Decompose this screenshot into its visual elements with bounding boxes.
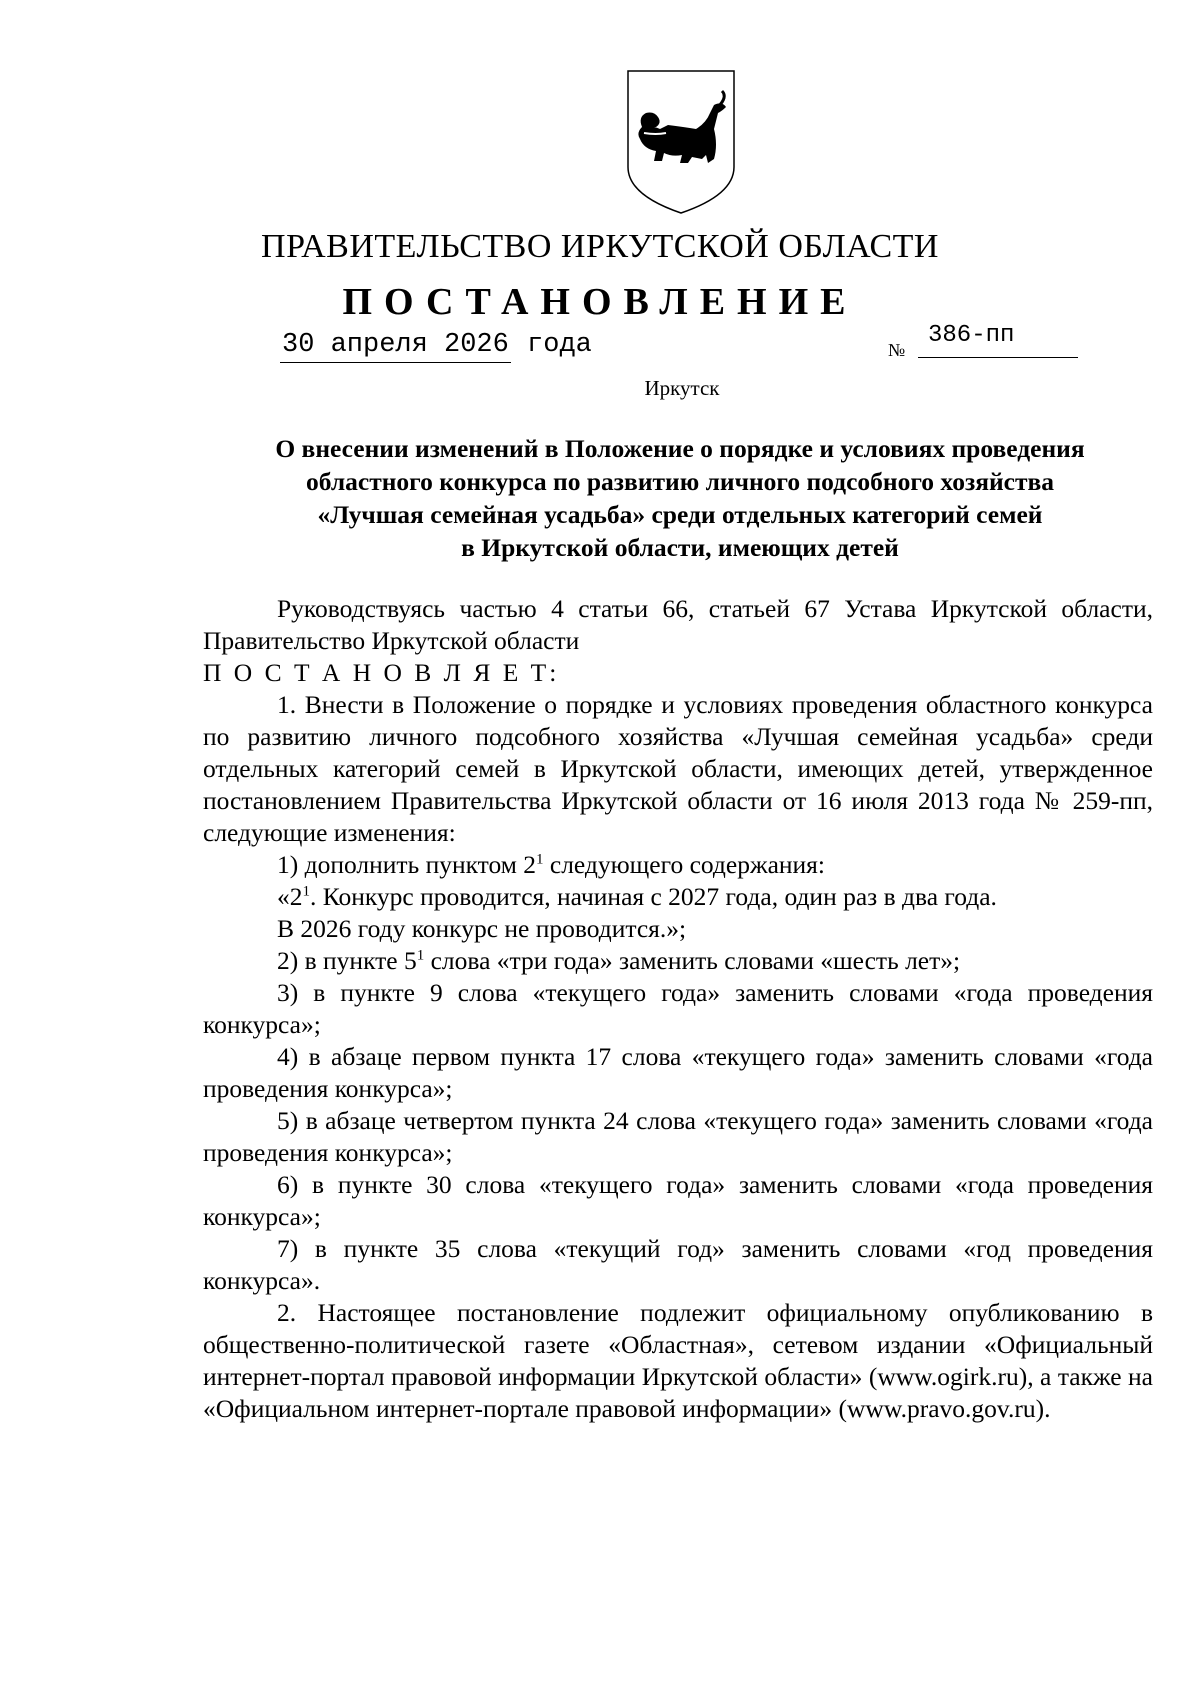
subject-line: в Иркутской области, имеющих детей xyxy=(461,533,899,562)
decree-number-value: 386-пп xyxy=(918,322,1078,358)
irkutsk-coat-of-arms-icon xyxy=(622,67,740,217)
text-fragment: «2 xyxy=(277,882,303,911)
decrees-heading: П О С Т А Н О В Л Я Е Т: xyxy=(203,658,560,687)
preamble-paragraph: Руководствуясь частью 4 статьи 66, статьей 67 Устава Иркутской области, Правительство Иркутской области xyxy=(203,594,1153,655)
quote-paragraph-2: В 2026 году конкурс не проводится.»; xyxy=(277,914,687,943)
superscript: 1 xyxy=(536,851,544,868)
subject-line: О внесении изменений в Положение о порядке и условиях проведения xyxy=(275,434,1085,463)
superscript: 1 xyxy=(416,947,425,964)
decree-subject xyxy=(200,432,1160,564)
decree-date xyxy=(280,330,592,363)
government-name: ПРАВИТЕЛЬСТВО ИРКУТСКОЙ ОБЛАСТИ xyxy=(261,228,939,265)
text-fragment: следующего содержания: xyxy=(543,850,825,879)
superscript: 1 xyxy=(302,883,310,900)
city-name: Иркутск xyxy=(644,376,720,400)
text-fragment: 1) дополнить пунктом 2 xyxy=(277,850,536,879)
decree-date-suffix: года xyxy=(527,330,592,360)
number-sign: № xyxy=(888,340,906,360)
decree-body xyxy=(203,593,1153,1425)
subitem-5-paragraph: 5) в абзаце четвертом пункта 24 слова «текущего года» заменить словами «года проведения конкурса»; xyxy=(203,1106,1153,1167)
subitem-2-paragraph xyxy=(203,945,1153,977)
decree-number xyxy=(888,322,1080,362)
decree-date-value: 30 апреля 2026 xyxy=(280,330,511,363)
item-1-paragraph: 1. Внести в Положение о порядке и условиях проведения областного конкурса по развитию личного подсобного хозяйства «Лучшая семейная усадьба» среди отдельных категорий семей в Иркутской области, имеющих детей, утвержденное постановлением Правительства Иркутской области от 16 июля 2013 года № 259-пп, следующие изменения: xyxy=(203,690,1153,847)
subitem-7-paragraph: 7) в пункте 35 слова «текущий год» заменить словами «год проведения конкурса». xyxy=(203,1234,1153,1295)
text-fragment: . Конкурс проводится, начиная с 2027 года, один раз в два года. xyxy=(310,882,997,911)
item-2-paragraph: 2. Настоящее постановление подлежит официальному опубликованию в общественно-политической газете «Областная», сетевом издании «Официальный интернет-портал правовой информации Иркутской области» (www.ogirk.ru), а также на «Официальном интернет-портале правовой информации» (www.pravo.gov.ru). xyxy=(203,1298,1153,1423)
text-fragment: 2) в пункте 5 xyxy=(277,946,417,975)
subitem-1-paragraph xyxy=(203,849,1153,881)
subitem-3-paragraph: 3) в пункте 9 слова «текущего года» заменить словами «года проведения конкурса»; xyxy=(203,978,1153,1039)
document-type: ПОСТАНОВЛЕНИЕ xyxy=(342,281,858,323)
text-fragment: слова «три года» заменить словами «шесть лет»; xyxy=(424,946,961,975)
subject-line: областного конкурса по развитию личного подсобного хозяйства xyxy=(305,467,1055,496)
quote-paragraph xyxy=(203,881,1153,913)
subitem-6-paragraph: 6) в пункте 30 слова «текущего года» заменить словами «года проведения конкурса»; xyxy=(203,1170,1153,1231)
subitem-4-paragraph: 4) в абзаце первом пункта 17 слова «текущего года» заменить словами «года проведения конкурса»; xyxy=(203,1042,1153,1103)
subject-line: «Лучшая семейная усадьба» среди отдельных категорий семей xyxy=(317,500,1043,529)
